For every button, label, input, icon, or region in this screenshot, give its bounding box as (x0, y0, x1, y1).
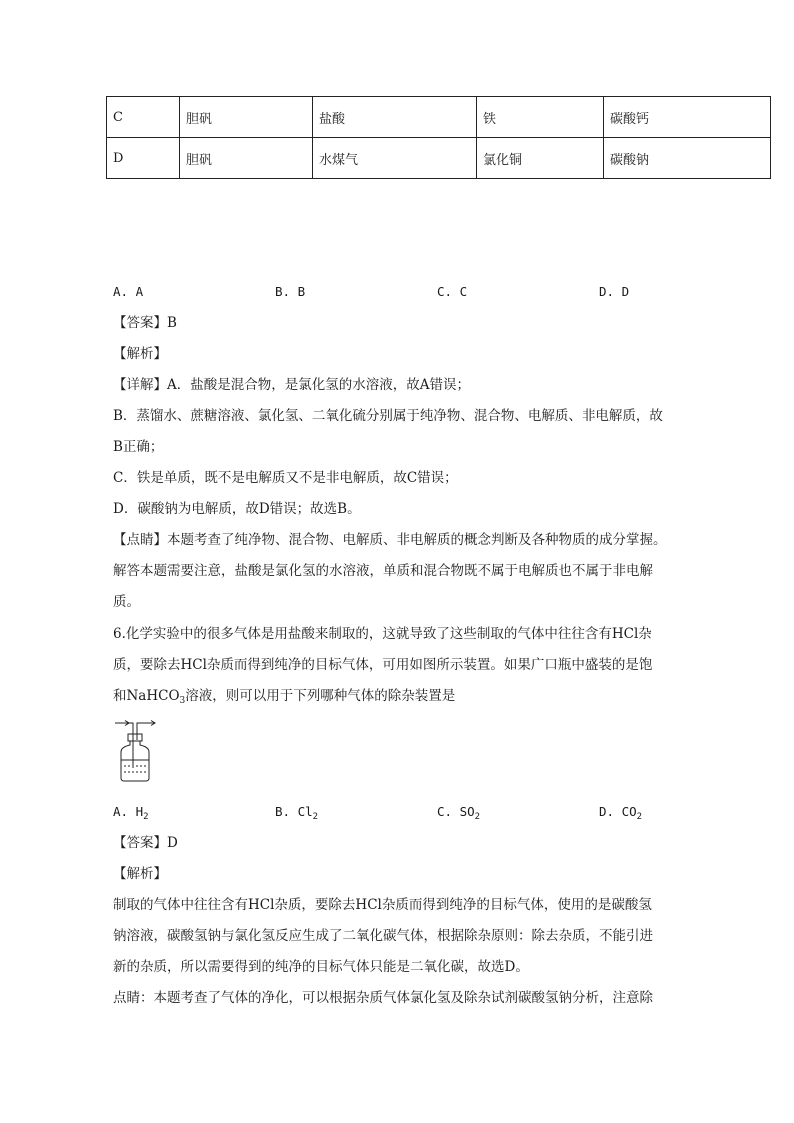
q6-analysis-line: 制取的气体中往往含有HCl杂质，要除去HCl杂质而得到纯净的目标气体，使用的是碳酸氢 (113, 897, 652, 913)
subscript: 2 (474, 812, 481, 822)
q6-option-d (599, 802, 642, 822)
table-cell: D (107, 138, 180, 179)
q6-option-b (275, 802, 318, 822)
option-label: D. CO (599, 804, 637, 819)
table-cell: 胆矾 (180, 138, 313, 179)
q6-analysis-line: 钠溶液，碳酸氢钠与氯化氢反应生成了二氧化碳气体，根据除杂原则：除去杂质，不能引进 (113, 928, 653, 944)
q6-analysis-title: 【解析】 (113, 866, 167, 882)
q5-tip-line: 【点睛】本题考查了纯净物、混合物、电解质、非电解质的概念判断及各种物质的成分掌握。 (113, 532, 667, 548)
table-cell: 胆矾 (180, 97, 313, 138)
table-row (107, 138, 771, 179)
subscript: 3 (179, 696, 186, 706)
q5-option-b: B. B (275, 284, 306, 299)
substance-table (106, 96, 771, 179)
table-cell: 碳酸钙 (604, 97, 771, 138)
q6-stem-text: 溶液，则可以用于下列哪种气体的除杂装置是 (185, 688, 456, 704)
gas-washing-bottle-icon (113, 716, 173, 786)
option-label: B. Cl (275, 804, 313, 819)
q6-option-a (113, 802, 149, 822)
q5-analysis-title: 【解析】 (113, 346, 167, 362)
q5-detail-line: C．铁是单质，既不是电解质又不是非电解质，故C错误； (113, 470, 458, 486)
q6-stem-line (113, 686, 683, 706)
subscript: 2 (636, 812, 643, 822)
q6-option-c (437, 802, 480, 822)
q5-option-a: A. A (113, 284, 144, 299)
q5-detail-line: D．碳酸钠为电解质，故D错误；故选B。 (113, 501, 361, 517)
q5-answer: 【答案】B (113, 315, 177, 331)
q6-stem-text: 和NaHCO (113, 688, 180, 704)
table-cell: 盐酸 (313, 97, 477, 138)
table-cell: 铁 (477, 97, 604, 138)
q5-detail-line: 【详解】A．盐酸是混合物，是氯化氢的水溶液，故A错误； (113, 377, 470, 393)
subscript: 2 (143, 812, 149, 822)
table-cell: 水煤气 (313, 138, 477, 179)
table-row (107, 97, 771, 138)
q6-stem-line: 6.化学实验中的很多气体是用盐酸来制取的，这就导致了这些制取的气体中往往含有HCl杂 (113, 626, 652, 642)
gas-washing-bottle-figure (113, 716, 173, 790)
q5-option-d: D. D (599, 284, 630, 299)
q6-tip-line: 点睛：本题考查了气体的净化，可以根据杂质气体氯化氢及除杂试剂碳酸氢钠分析，注意除 (113, 990, 653, 1006)
q5-tip-line: 解答本题需要注意，盐酸是氯化氢的水溶液，单质和混合物既不属于电解质也不属于非电解 (113, 563, 653, 579)
q6-answer: 【答案】D (113, 835, 178, 851)
option-label: A. H (113, 804, 144, 819)
q5-option-c: C. C (437, 284, 468, 299)
q6-stem-line: 质，要除去HCl杂质而得到纯净的目标气体，可用如图所示装置。如果广口瓶中盛装的是饱 (113, 657, 653, 673)
option-label: C. SO (437, 804, 475, 819)
table-cell: 碳酸钠 (604, 138, 771, 179)
q5-detail-line: B．蒸馏水、蔗糖溶液、氯化氢、二氧化硫分别属于纯净物、混合物、电解质、非电解质，故 (113, 408, 663, 424)
subscript: 2 (312, 812, 319, 822)
q5-tip-line: 质。 (113, 594, 140, 610)
q5-detail-line: B正确； (113, 439, 164, 455)
q6-analysis-line: 新的杂质，所以需要得到的纯净的目标气体只能是二氧化碳，故选D。 (113, 959, 529, 975)
table-cell: C (107, 97, 180, 138)
table-cell: 氯化铜 (477, 138, 604, 179)
